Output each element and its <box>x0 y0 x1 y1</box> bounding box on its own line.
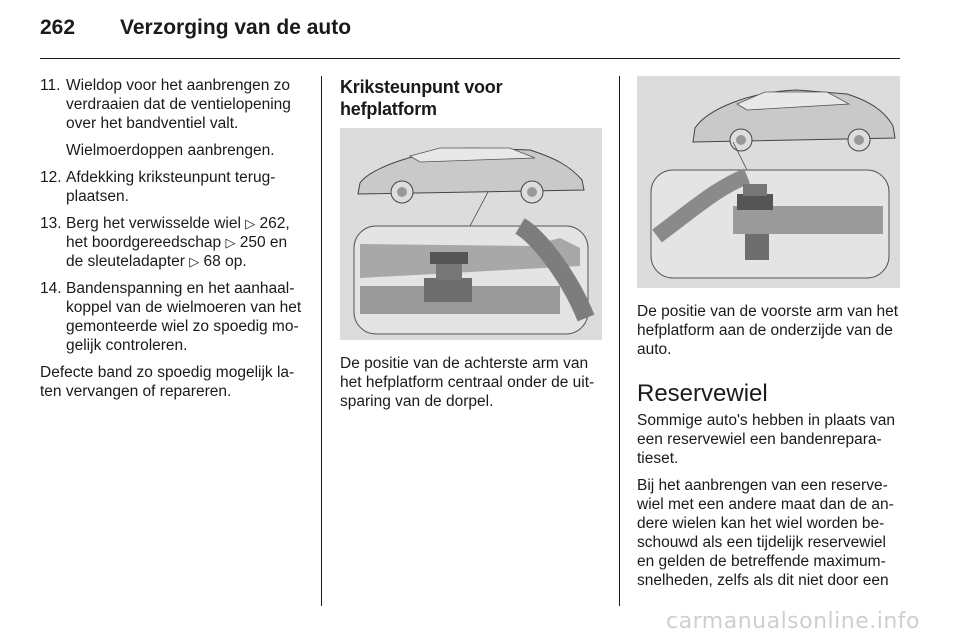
list-item: 12. Afdekking kriksteunpunt terug-plaatsen. <box>40 169 276 205</box>
column-3 <box>637 76 900 598</box>
figure-caption: De positie van de achterste arm van het hefplatform centraal onder de uit-sparing van de dorpel. <box>340 355 595 410</box>
arrow-reference-icon: ▷ <box>245 216 256 231</box>
page-header <box>40 16 351 50</box>
column-divider-2 <box>619 76 620 606</box>
page-reference-link[interactable]: 250 en <box>239 234 288 251</box>
front-lift-point-illustration <box>637 76 900 288</box>
page-reference-link[interactable]: 68 op. <box>203 253 247 270</box>
closing-paragraph: Defecte band zo spoedig mogelijk la-ten vervangen of repareren. <box>40 364 295 400</box>
column-1 <box>40 76 304 409</box>
watermark: carmanualsonline.info <box>666 609 920 634</box>
page-title: Verzorging van de auto <box>120 16 352 39</box>
page-number: 262 <box>40 16 76 39</box>
list-item: 13. Berg het verwisselde wiel ▷ 262, het boordgereedschap ▷ 250 en de sleuteladapter ▷ 68 op. <box>40 215 290 270</box>
arrow-reference-icon: ▷ <box>225 235 236 250</box>
paragraph: Sommige auto's hebben in plaats van een reservewiel een bandenrepara-tieset. <box>637 412 896 467</box>
rear-lift-point-illustration <box>340 128 602 340</box>
column-divider-1 <box>321 76 322 606</box>
paragraph: Bij het aanbrengen van een reserve-wiel met een andere maat dan de an-dere wielen kan het wiel worden be-schouwd als een tijdelijk reservewiel en gelden de betreffende maximum-snelheden, zelfs als dit niet door een <box>637 477 894 589</box>
section-title: Reservewiel <box>637 380 768 407</box>
header-rule <box>40 58 900 59</box>
column-2 <box>340 76 602 419</box>
arrow-reference-icon: ▷ <box>189 254 200 269</box>
section-heading: Kriksteunpunt voor hefplatform <box>340 77 503 119</box>
page-reference-link[interactable]: 262, <box>259 215 290 232</box>
list-item: 14. Bandenspanning en het aanhaal-koppel van de wielmoeren van het gemonteerde wiel zo spoedig mo-gelijk controleren. <box>40 280 302 354</box>
list-item: 11. Wieldop voor het aanbrengen zo verdraaien dat de ventielopening over het bandventiel valt. Wielmoerdoppen aanbrengen. <box>40 77 291 159</box>
figure-caption: De positie van de voorste arm van het hefplatform aan de onderzijde van de auto. <box>637 303 899 358</box>
